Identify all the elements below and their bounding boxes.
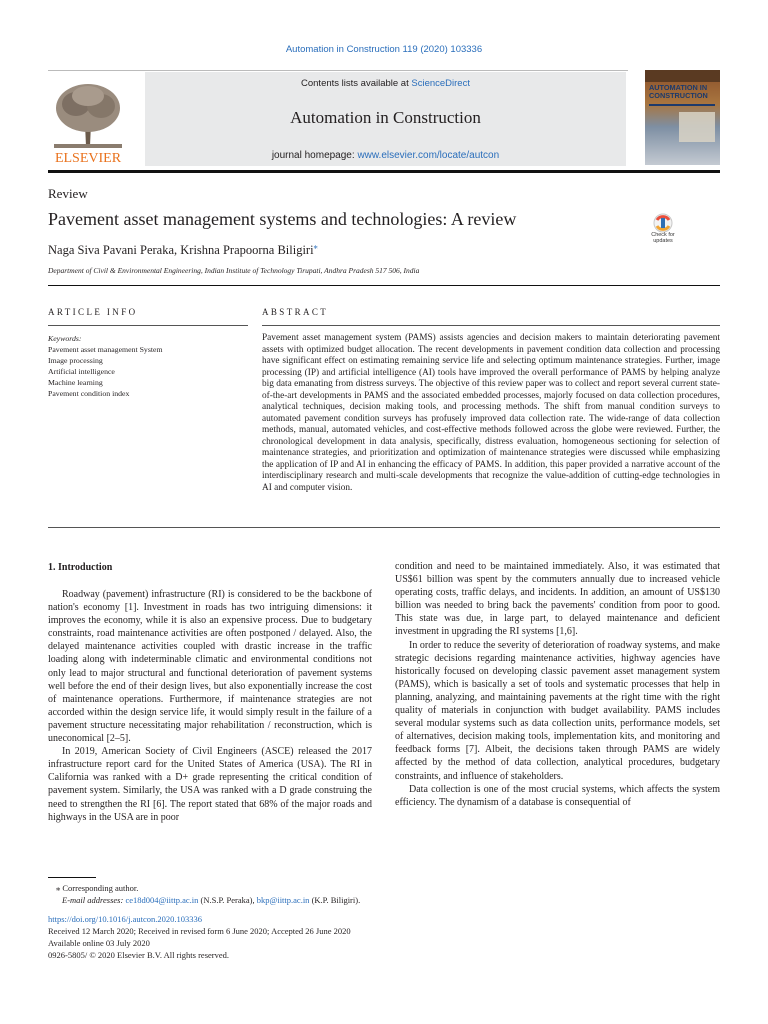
- copyright: 0926-5805/ © 2020 Elsevier B.V. All rights reserved.: [48, 950, 230, 960]
- email-owner: (N.S.P. Peraka),: [198, 895, 257, 905]
- front-matter: [48, 913, 351, 961]
- elsevier-logo: [46, 74, 130, 164]
- article-info-label: ARTICLE INFO: [48, 307, 138, 317]
- keyword-item: Image processing: [48, 356, 103, 365]
- cover-title: AUTOMATION IN CONSTRUCTION: [649, 83, 708, 100]
- email-link[interactable]: bkp@iittp.ac.in: [256, 895, 310, 905]
- sciencedirect-link[interactable]: ScienceDirect: [411, 78, 470, 89]
- keyword-item: Pavement asset management System: [48, 345, 163, 354]
- body-column-left: [48, 576, 372, 824]
- abstract-label: ABSTRACT: [262, 307, 329, 317]
- keywords-label: Keywords:: [48, 334, 82, 343]
- journal-title: Automation in Construction: [290, 108, 481, 127]
- elsevier-tree-icon: [46, 74, 130, 164]
- check-updates-label: Check for updates: [651, 232, 675, 244]
- keyword-item: Artificial intelligence: [48, 367, 115, 376]
- history-dates: Received 12 March 2020; Received in revised form 6 June 2020; Accepted 26 June 2020: [48, 926, 351, 936]
- journal-citation[interactable]: Automation in Construction 119 (2020) 103336: [285, 44, 483, 55]
- email-line: [48, 894, 360, 906]
- body-paragraph: In order to reduce the severity of deterioration of roadway systems, and make strategic decisions regarding maintenance activities, highway agencies have historically focused on developing classic pavement asset management system (PAMS), which is basically a set of tools and systematic processes that help in planning, analyzing, and maintaining pavements at the right time with the right quality of materials in conjunction with budget availability. PAMS includes several modular systems such as data collection units, performance models, set of alternatives, decision making tools, implementation kits, and monitoring and feedback forms [7]. Albeit, the decisions taken through PAMS are widely affected by the method of data collection, analytical procedures, budgetary constraints, and influence of stakeholders.: [395, 639, 720, 782]
- keywords-block: [48, 333, 163, 399]
- journal-cover-image[interactable]: [645, 70, 720, 165]
- header-rule: [48, 170, 720, 173]
- body-paragraph: condition and need to be maintained immediately. Also, it was estimated that US$61 billion was spent by the commuters annually due to increased vehicle operating costs, traffic delays, and incidents. In addition, an amount of US$130 billion was needed to bring back the pavements' condition from poor to good. This state was due, in large part, to delayed maintenance and deficient investment in upgrading the RI systems [1,6].: [395, 561, 720, 638]
- corresponding-author-mark[interactable]: ⁎: [313, 242, 318, 251]
- email-label: E-mail addresses:: [62, 895, 126, 905]
- abstract-bottom-rule: [48, 527, 720, 528]
- doi-link[interactable]: https://doi.org/10.1016/j.autcon.2020.103336: [48, 914, 203, 924]
- publisher-logo-text: ELSEVIER: [54, 151, 122, 164]
- cover-rule: [649, 104, 715, 106]
- authors: [48, 242, 318, 258]
- author-names: Naga Siva Pavani Peraka, Krishna Prapoorna Biligiri: [48, 243, 314, 258]
- article-info-rule: [48, 325, 248, 326]
- section-heading: 1. Introduction: [48, 562, 113, 573]
- email-link[interactable]: ce18d004@iittp.ac.in: [125, 895, 199, 905]
- cover-text-block: [679, 112, 715, 142]
- corresponding-note: ⁎ Corresponding author.: [56, 883, 139, 893]
- article-title: Pavement asset management systems and technologies: A review: [48, 209, 517, 229]
- body-column-right: [395, 560, 720, 809]
- article-type: Review: [48, 186, 88, 201]
- body-paragraph: In 2019, American Society of Civil Engineers (ASCE) released the 2017 infrastructure report card for the United States of America (USA). The RI in California was ranked with a D+ grade representing the critical condition of pavement system. Similarly, the USA was ranked with a D grade construing the need to strengthen the RI [6]. The report stated that 68% of the major roads and highways in the USA are in poor: [48, 746, 372, 823]
- check-updates-icon: [646, 212, 680, 250]
- check-for-updates-badge[interactable]: [646, 212, 680, 250]
- homepage-line: [145, 150, 626, 161]
- footnotes: [48, 882, 360, 906]
- body-paragraph: Data collection is one of the most crucial systems, which affects the system efficiency. The dynamism of a database is consequential of: [395, 783, 720, 808]
- keyword-item: Machine learning: [48, 378, 103, 387]
- email-owner: (K.P. Biligiri).: [309, 895, 361, 905]
- online-date: Available online 03 July 2020: [48, 938, 150, 948]
- footnote-rule: [48, 877, 96, 878]
- abstract-rule: [262, 325, 720, 326]
- homepage-prefix: journal homepage:: [271, 150, 358, 161]
- body-paragraph: Roadway (pavement) infrastructure (RI) is considered to be the backbone of nation's economy [1]. Investment in roads has two intriguing dimensions: it improves the economy, while it is also an expensive process. Due to budgetary constraints, road maintenance activities are often postponed / delayed. Also, the delayed maintenance activities coupled with drastic increase in the traffic loading along with indeterminable climatic and environmental conditions not only lead to major structural and functional deterioration of pavement systems well before the end of their design lives, but also exponentially increase the cost of maintenance operations. Furthermore, if maintenance strategies are not accorded within the design service life, it would simply result in the failure of a pavement structure necessitating major rehabilitation / reconstruction, which is uneconomical [2–5].: [48, 589, 372, 745]
- cover-top-band: [645, 70, 720, 82]
- affiliation: Department of Civil & Environmental Engineering, Indian Institute of Technology Tirupati, Andhra Pradesh 517 506, India: [48, 266, 420, 275]
- abstract-text: Pavement asset management system (PAMS) assists agencies and decision makers to maintain deteriorating pavement assets with optimized budget allocation. The recent developments in pavement condition data collection and processing have significant effect on estimating remaining service life and selecting optimum maintenance strategies. Further, image processing (IP) and artificial intelligence (AI) tools have improved the overall performance of PAMS by helping analyze big data emanating from distress surveys. The objective of this review paper was to collect and report several current state-of-the-art developments in PAMS and the associated embedded processes, majorly focused on data collection procedures, analytical techniques, decision making tools, and processing methods. The shift from manual condition surveys to automated pavement condition surveys has profusely improved data collection rate. The wide-range of data collection methods, manual, automated vehicles, and cost-effective methods followed across the globe were reviewed. Further, the chronological development in data analysis, specifically, distress evaluation, homogeneous sectioning for selection of maintenance strategies, and prioritization and optimization of maintenance strategies were discussed while emphasizing the application of IP and AI in enhancing the efficacy of PAMS. In addition, this paper provided a narrative account of the interdisciplinary research and multi-scale developments that recognize the value-addition of cutting-edge technologies in AI and computer vision.: [262, 333, 720, 493]
- contents-prefix: Contents lists available at: [301, 78, 412, 89]
- keyword-item: Pavement condition index: [48, 389, 130, 398]
- homepage-link[interactable]: www.elsevier.com/locate/autcon: [357, 150, 500, 161]
- contents-line: [145, 78, 626, 89]
- title-rule: [48, 285, 720, 286]
